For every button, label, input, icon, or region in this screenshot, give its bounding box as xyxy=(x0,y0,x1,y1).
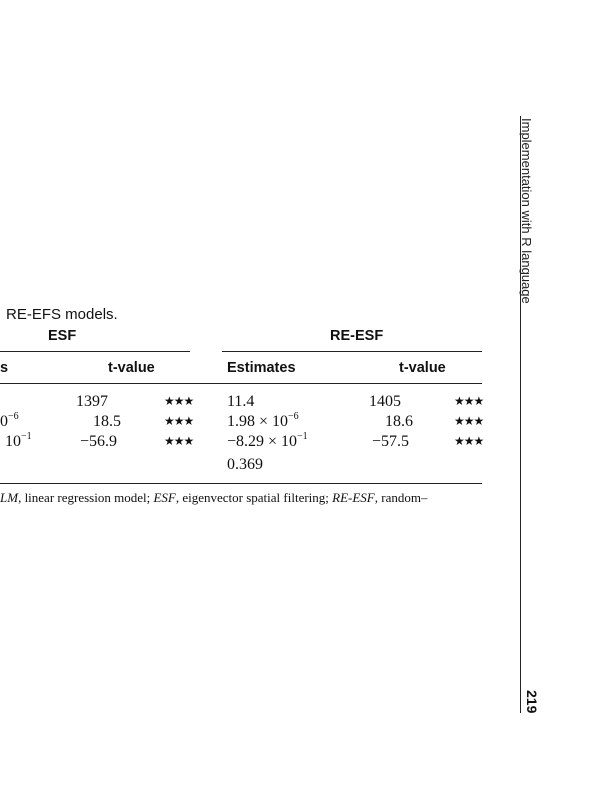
group-header-re-esf: RE-ESF xyxy=(330,328,384,344)
re-significance-row1: ★★★ xyxy=(454,394,484,408)
rule-header-bottom xyxy=(0,383,482,384)
esf-significance-row1: ★★★ xyxy=(164,394,194,408)
re-estimate-row3: $-8.29 \times 10^{-1}$ xyxy=(227,431,308,450)
column-header-partial: s xyxy=(0,360,9,376)
group-header-esf: ESF xyxy=(48,328,77,344)
re-significance-row3: ★★★ xyxy=(454,434,484,448)
table-caption: RE-EFS models. xyxy=(6,306,118,323)
column-header-re-t-value: t-value xyxy=(399,360,446,376)
page-number: 219 xyxy=(524,690,540,714)
re-t-value-row3: −57.5 xyxy=(372,433,410,450)
re-estimate-row4: 0.369 xyxy=(227,456,263,473)
re-estimate-row2: $1.98 \times 10^{-6}$ xyxy=(227,411,299,430)
re-t-value-row1: 1405 xyxy=(369,393,401,410)
esf-estimate-row3: $10^{-1}$ xyxy=(5,431,32,450)
rule-group-esf xyxy=(0,351,190,352)
esf-t-value-row2: 18.5 xyxy=(93,413,121,430)
esf-significance-row2: ★★★ xyxy=(164,414,194,428)
esf-estimate-row2: $0^{-6}$ xyxy=(0,411,19,430)
column-header-re-estimates: Estimates xyxy=(227,360,296,376)
re-estimate-row1: 11.4 xyxy=(227,393,255,410)
rule-group-re-esf xyxy=(222,351,482,352)
rule-table-bottom xyxy=(0,483,482,484)
re-significance-row2: ★★★ xyxy=(454,414,484,428)
table-footnote: LM, linear regression model; ESF, eigenvector spatial filtering; RE-ESF, random– xyxy=(0,490,428,505)
column-header-esf-t-value: t-value xyxy=(108,360,155,376)
re-t-value-row2: 18.6 xyxy=(385,413,413,430)
esf-t-value-row3: −56.9 xyxy=(80,433,118,450)
running-head: Implementation with R language xyxy=(519,118,534,304)
esf-t-value-row1: 1397 xyxy=(76,393,108,410)
running-head-rule xyxy=(520,116,521,713)
esf-significance-row3: ★★★ xyxy=(164,434,194,448)
